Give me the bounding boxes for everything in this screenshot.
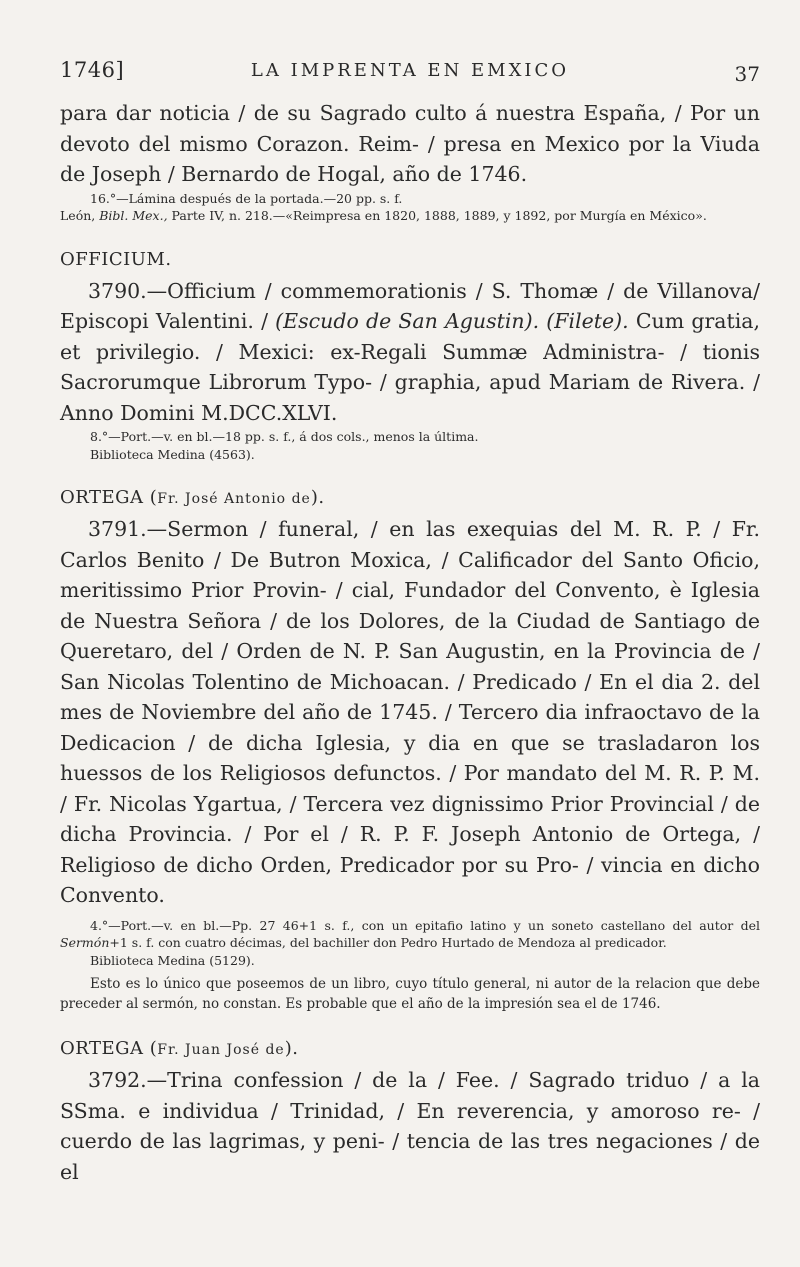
entry-3791-note: Esto es lo único que poseemos de un libro, cuyo título general, ni autor de la relacion que debe preceder al sermón, no constan. Es probable que el año de la impresión sea el de 1746. bbox=[60, 976, 760, 1012]
section-heading-officium: OFFICIUM. bbox=[60, 248, 172, 270]
entry-3791-format-a: 4.°—Port.—v. en bl.—Pp. 27 46+1 s. f., con un epitafio latino y un soneto castellano del autor del bbox=[90, 917, 760, 933]
entry-3790-library: Biblioteca Medina (4563). bbox=[90, 446, 255, 462]
entry-3790-title-b: Cum gratia, et privilegio. / Mexici: ex-Regali Summæ Administra- / tionis Sacrorumque Librorum Typo- / graphia, apud Mariam de Rivera. / Anno Domini M.DCC.XLVI. bbox=[60, 309, 760, 425]
author-paren-open: ( bbox=[143, 487, 158, 508]
entry-3791: 3791.—Sermon / funeral, / en las exequias del M. R. P. / Fr. Carlos Benito / De Butron Moxica, / Calificador del Santo Oficio, meritissimo Prior Provin- / cial, Fundador del Convento, è Iglesia de Nuestra Señora / de los Dolores, de la Ciudad de Santiago de Queretaro, del / Orden de N. P. San Augustin, en la Provincia de / San Nicolas Tolentino de Michoacan. / Predicado / En el dia 2. del mes de Noviembre del año de 1745. / Tercero dia infraoctavo de la Dedicacion / de dicha Iglesia, y dia en que se trasladaron los huessos de los Religiosos defunctos. / Por mandato del M. R. P. M. / Fr. Nicolas Ygartua, / Tercera vez dignissimo Prior Provincial / de dicha Provincia. / Por el / R. P. F. Joseph Antonio de Ortega, / Religioso de dicho Orden, Predicador por su Pro- / vincia en dicho Convento. bbox=[60, 517, 760, 907]
running-head-year: 1746] bbox=[60, 58, 125, 82]
entry-3790 bbox=[60, 276, 760, 429]
author-paren-open: ( bbox=[143, 1038, 158, 1059]
entry-3790-title-italic: (Escudo de San Agustin). (Filete). bbox=[275, 309, 629, 333]
page-content bbox=[60, 98, 760, 1187]
entry-3791-format-italic: Sermón bbox=[60, 935, 110, 950]
author-surname: ORTEGA bbox=[60, 1038, 144, 1059]
entry-3789-continuation: para dar noticia / de su Sagrado culto á nuestra España, / Por un devoto del mismo Corazon. Reim- / presa en Mexico por la Viuda de Joseph / Bernardo de Hogal, año de 1746. bbox=[60, 101, 760, 186]
author-heading-ortega-jose-antonio bbox=[60, 487, 760, 508]
entry-3791-format bbox=[60, 917, 760, 952]
author-heading-ortega-juan-jose bbox=[60, 1038, 760, 1059]
author-surname: ORTEGA bbox=[60, 487, 144, 508]
reference-author: León, bbox=[60, 208, 96, 223]
author-paren-close: ). bbox=[310, 487, 325, 508]
entry-3789-reference bbox=[60, 207, 760, 225]
entry-3791-library: Biblioteca Medina (5129). bbox=[90, 952, 255, 968]
running-head bbox=[60, 58, 760, 88]
reference-details: Parte IV, n. 218.—«Reimpresa en 1820, 1888, 1889, y 1892, por Murgía en México». bbox=[171, 208, 707, 223]
reference-title: Bibl. Mex., bbox=[99, 208, 168, 223]
entry-3792: 3792.—Trina confession / de la / Fee. / Sagrado triduo / a la SSma. e individua / Trinidad, / En reverencia, y amoroso re- / cuerdo de las lagrimas, y peni- / tencia de las tres negaciones / de el bbox=[60, 1068, 760, 1184]
author-given-names: Fr. Juan José de bbox=[157, 1042, 285, 1058]
entry-3789-format: 16.°—Lámina después de la portada.—20 pp. s. f. bbox=[90, 190, 403, 206]
author-given-names: Fr. José Antonio de bbox=[157, 491, 311, 507]
entry-3790-format: 8.°—Port.—v. en bl.—18 pp. s. f., á dos cols., menos la última. bbox=[90, 429, 479, 444]
running-head-title: LA IMPRENTA EN EMXICO bbox=[250, 60, 570, 81]
entry-3791-format-b: +1 s. f. con cuatro décimas, del bachiller don Pedro Hurtado de Mendoza al predicador. bbox=[109, 935, 667, 950]
author-paren-close: ). bbox=[284, 1038, 299, 1059]
page-number: 37 bbox=[734, 62, 760, 86]
entry-3790-title-a: 3790.—Officium / commemorationis / S. Thomæ / de Villanova/ Episcopi Valentini. / bbox=[60, 278, 760, 333]
